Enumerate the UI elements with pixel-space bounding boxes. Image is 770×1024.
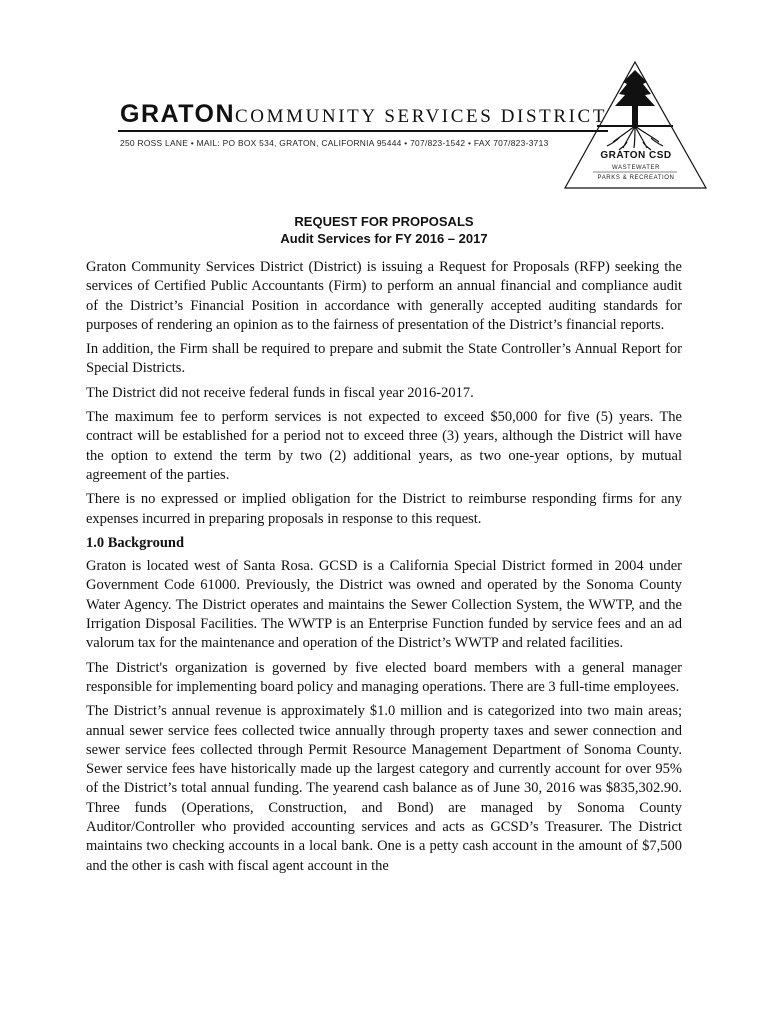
paragraph-federal-funds: The District did not receive federal funds in fiscal year 2016-2017. xyxy=(86,384,474,401)
paragraph-state-controller: In addition, the Firm shall be required to prepare and submit the State Controller’s Annual Report for Special Districts. xyxy=(86,341,682,377)
rfp-subtitle: Audit Services for FY 2016 – 2017 xyxy=(280,231,488,246)
paragraph-intro: Graton Community Services District (District) is issuing a Request for Proposals (RFP) seeking the services of Certified Public Accountants (Firm) to perform an annual financial and compliance audit of the District’s Financial Position in accordance with generally accepted auditing standards for purposes of rendering an opinion as to the fairness of presentation of the District’s financial reports. xyxy=(86,259,682,333)
letterhead-address: 250 ROSS LANE • MAIL: PO BOX 534, GRATON, CALIFORNIA 95444 • 707/823-1542 • FAX 707/823-3713 xyxy=(120,138,549,148)
paragraph-revenue: The District’s annual revenue is approximately $1.0 million and is categorized into two main areas; annual sewer service fees collected twice annually through property taxes and sewer connection and sewer service fees collected through Permit Resource Management Department of Sonoma County. Sewer service fees have historically made up the largest category and currently account for over 95% of the District’s total annual funding. The yearend cash balance as of June 30, 2016 was $835,302.90. Three funds (Operations, Construction, and Bond) are managed by Sonoma County Auditor/Controller who provided accounting services and acts as GCSD’s Treasurer. The District maintains two checking accounts in a local bank. One is a petty cash account in the amount of $7,500 and the other is cash with fiscal agent account in the xyxy=(86,703,682,874)
paragraph-organization: The District's organization is governed by five elected board members with a general manager responsible for implementing board policy and managing operations. There are 3 full-time employees. xyxy=(86,659,682,695)
org-name-bold: GRATON xyxy=(120,100,236,128)
section-heading-background: 1.0 Background xyxy=(86,534,185,551)
rfp-title: REQUEST FOR PROPOSALS xyxy=(294,214,474,229)
letterhead-rule xyxy=(118,130,608,132)
rfp-heading xyxy=(86,213,682,247)
paragraph-location: Graton is located west of Santa Rosa. GCSD is a California Special District formed in 2004 under Government Code 61000. Previously, the District was owned and operated by the Sonoma County Water Agency. The District operates and maintains the Sewer Collection System, the WWTP, and the Irrigation Disposal Facilities. The WWTP is an Enterprise Function funded by service fees and an ad valorum tax for the maintenance and operation of the District’s WWTP and related facilities. xyxy=(86,558,682,652)
letterhead-title xyxy=(120,100,607,129)
logo-subtitle-parks: PARKS & RECREATION xyxy=(597,175,675,181)
rfp-body xyxy=(86,258,682,881)
tree-roots-logo-icon xyxy=(563,60,708,192)
paragraph-max-fee: The maximum fee to perform services is not expected to exceed $50,000 for five (5) years. The contract will be established for a period not to exceed three (3) years, although the District will have the option to extend the term by two (2) additional years, as two one-year options, by mutual agreement of the parties. xyxy=(86,409,682,483)
paragraph-no-obligation: There is no expressed or implied obligation for the District to reimburse responding firms for any expenses incurred in preparing proposals in response to this request. xyxy=(86,491,682,527)
org-name-rest: COMMUNITY SERVICES DISTRICT xyxy=(235,106,608,127)
logo-subtitle-wastewater: WASTEWATER xyxy=(611,165,661,171)
logo-name: GRATON CSD xyxy=(600,150,672,161)
